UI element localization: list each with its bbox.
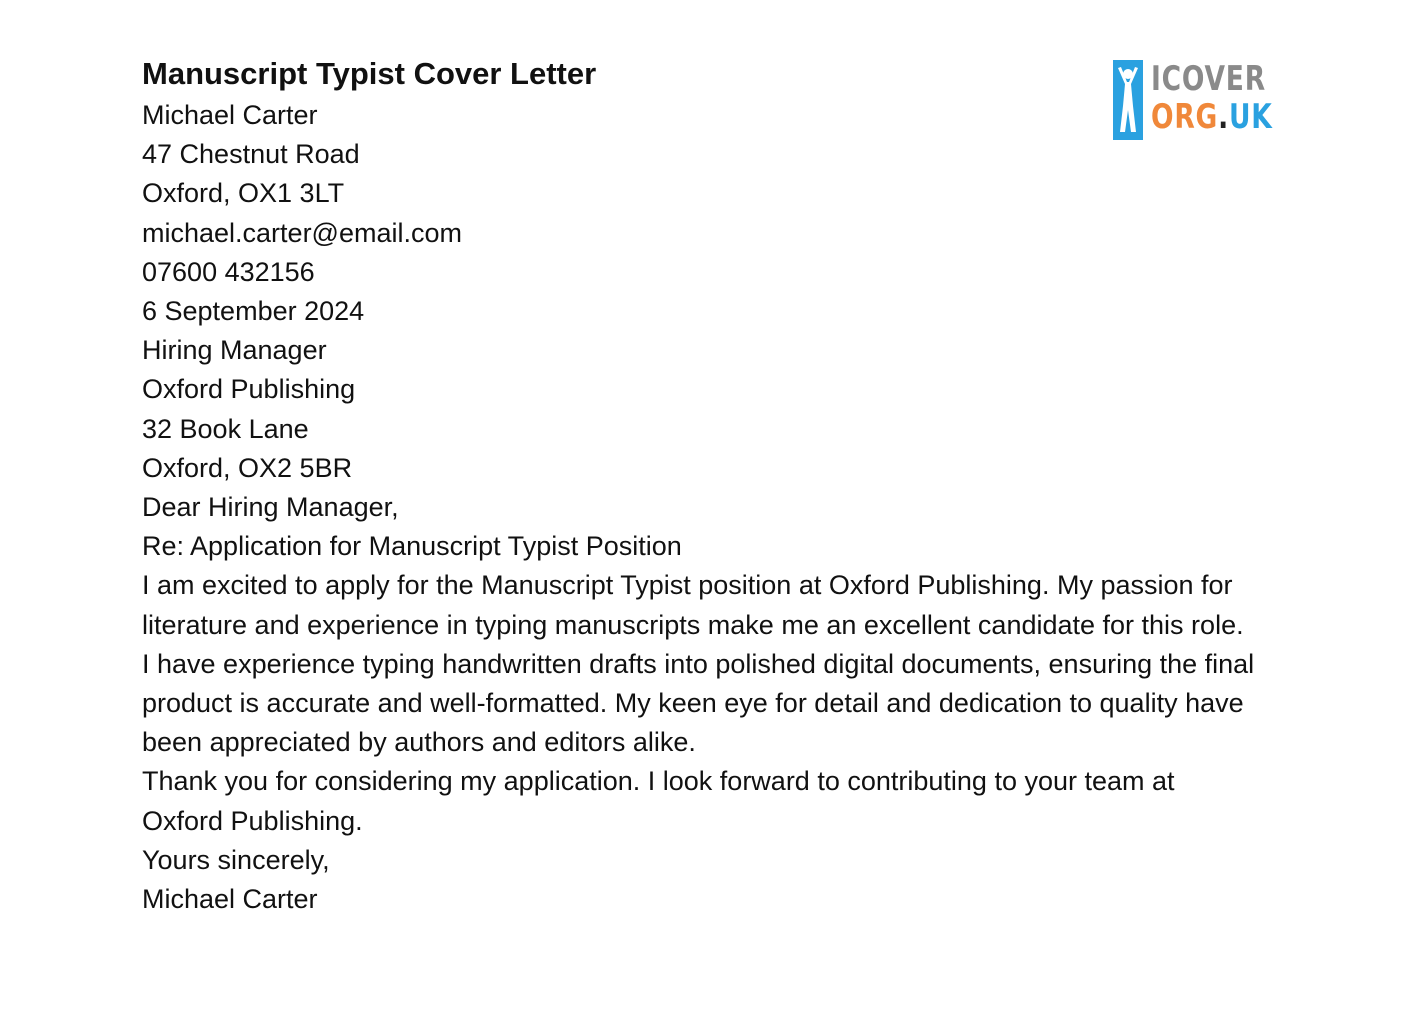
sender-address-line-1: 47 Chestnut Road bbox=[142, 139, 360, 170]
subject-line: Re: Application for Manuscript Typist Position bbox=[142, 531, 682, 562]
recipient-title: Hiring Manager bbox=[142, 335, 327, 366]
sender-address-line-2: Oxford, OX1 3LT bbox=[142, 178, 345, 209]
letter-date: 6 September 2024 bbox=[142, 296, 365, 327]
logo-line-icover: ICOVER bbox=[1151, 59, 1266, 99]
body-paragraph-2: I have experience typing handwritten drafts into polished digital documents, ensuring the final product is accurate and well-formatted. My keen eye for detail and dedication to quality have been appreciated by authors and editors alike. bbox=[142, 648, 1255, 758]
logo-dot: . bbox=[1218, 97, 1229, 137]
letter-title: Manuscript Typist Cover Letter bbox=[142, 56, 597, 91]
body-paragraph-3: Thank you for considering my application. I look forward to contributing to your team at Oxford Publishing. bbox=[142, 766, 1175, 836]
recipient-company: Oxford Publishing bbox=[142, 374, 356, 405]
recipient-address-line-2: Oxford, OX2 5BR bbox=[142, 452, 353, 483]
recipient-address-line-1: 32 Book Lane bbox=[142, 413, 309, 444]
sender-name: Michael Carter bbox=[142, 100, 318, 130]
logo-org: ORG bbox=[1151, 97, 1219, 137]
signature-name: Michael Carter bbox=[142, 884, 318, 915]
sender-phone: 07600 432156 bbox=[142, 256, 315, 287]
closing: Yours sincerely, bbox=[142, 844, 330, 875]
body-paragraph-1: I am excited to apply for the Manuscript Typist position at Oxford Publishing. My passion for literature and experience in typing manuscripts make me an excellent candidate for this role. bbox=[142, 570, 1244, 640]
salutation: Dear Hiring Manager, bbox=[142, 492, 399, 523]
logo-uk: UK bbox=[1228, 97, 1273, 137]
sender-email: michael.carter@email.com bbox=[142, 217, 462, 248]
cover-letter bbox=[142, 54, 1272, 919]
